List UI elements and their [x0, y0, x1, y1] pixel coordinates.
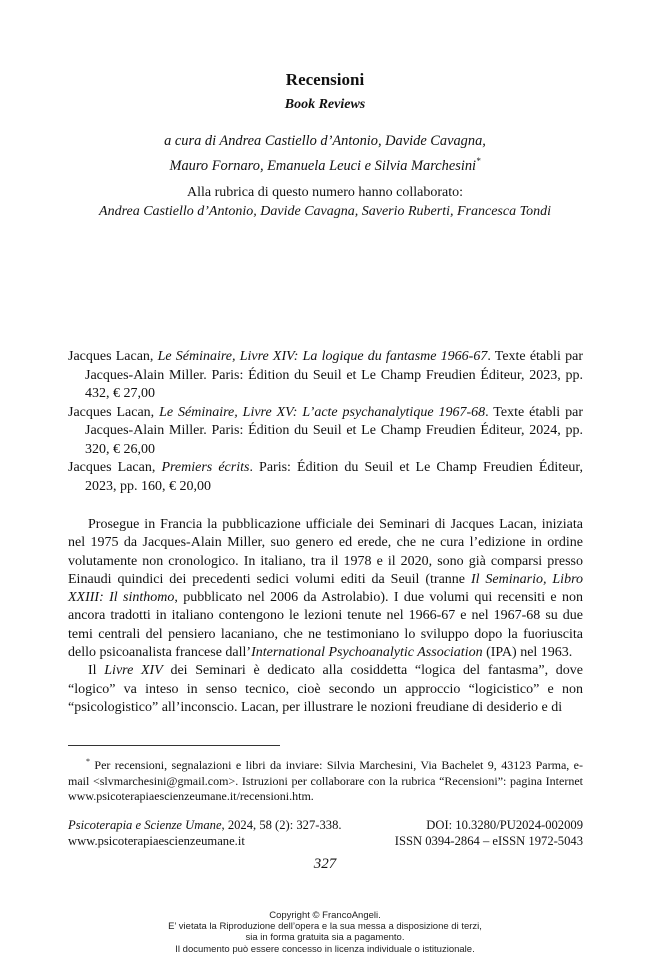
text-run: , pubblicato nel 2006 da Astrolabio). I due volumi qui recensiti e non ancora tradotti in italiano contengono le lezioni tenute nel 1966-67 e nel 1967-68 su due temi centrali del pensiero lacaniano, che ne testimoniano lo sviluppo dopo la fuoriuscita dello psicoanalista francese dall’ — [68, 590, 583, 661]
collaborators-intro: Alla rubrica di questo numero hanno collaborato: — [186, 185, 464, 200]
reference-title: Premiers écrits — [161, 460, 250, 475]
book-reference — [68, 404, 583, 460]
journal-doi: DOI: 10.3280/PU2024-002009 — [426, 818, 583, 832]
text-run: Il — [88, 663, 105, 679]
footnote — [68, 754, 583, 805]
journal-volume: , 2024, 58 (2): 327-338. — [221, 818, 342, 832]
page-number: 327 — [313, 856, 337, 872]
reference-author: Jacques Lacan, — [68, 404, 160, 420]
book-reference — [68, 348, 583, 404]
italic-run: Livre XIV — [104, 663, 163, 679]
editors-line-2-text: Mauro Fornaro, Emanuela Leuci e Silvia Marchesini — [169, 157, 477, 174]
text-run: dei Seminari è dedicato alla cosiddetta “logica del fantasma”, dove “logico” va inteso in senso tecnico, cioè secondo un approccio “logicistico” e non “psicologistico” all’inconscio. Lacan, per illustrare le nozioni freudiane di desiderio e di — [68, 663, 583, 715]
copyright-line-2: E’ vietata la Riproduzione dell’opera e la sua messa a disposizione di terzi, — [168, 921, 482, 933]
footnote-divider — [68, 745, 280, 746]
reference-author: Jacques Lacan, — [68, 349, 158, 364]
reference-details: . Paris: Édition du Seuil et Le Champ Freudien Éditeur, 2023, pp. 160, € 20,00 — [85, 460, 583, 494]
journal-row-1 — [68, 817, 583, 833]
review-body — [68, 516, 583, 717]
italic-run: Il Seminario, Libro XXIII: Il sinthomo — [68, 571, 583, 606]
journal-row-2 — [68, 833, 583, 849]
editors-block — [0, 131, 650, 176]
journal-website: www.psicoterapiaescienzeumane.it — [68, 834, 245, 848]
editors-line-1: a cura di Andrea Castiello d’Antonio, Davide Cavagna, — [164, 133, 486, 149]
section-title: Recensioni — [285, 70, 365, 89]
section-subtitle: Book Reviews — [284, 97, 366, 112]
book-reference — [68, 459, 583, 496]
body-paragraph-1 — [68, 516, 583, 662]
reference-title: Le Séminaire, Livre XIV: La logique du fantasme 1966-67 — [157, 349, 488, 364]
body-paragraph-2 — [68, 662, 583, 717]
journal-name: Psicoterapia e Scienze Umane — [68, 818, 222, 832]
collaborators-names: Andrea Castiello d’Antonio, Davide Cavagna, Saverio Ruberti, Francesca Tondi — [99, 204, 551, 219]
footnote-marker: * — [476, 156, 481, 166]
reference-title: Le Séminaire, Livre XV: L’acte psychanalytique 1967-68 — [159, 404, 486, 420]
reference-details: . Texte établi par Jacques-Alain Miller. Paris: Édition du Seuil et Le Champ Freudien Éditeur, 2024, pp. 320, € 26,00 — [85, 404, 583, 457]
text-run: Prosegue in Francia la pubblicazione ufficiale dei Seminari di Jacques Lacan, iniziata nel 1975 da Jacques-Alain Miller, suo genero ed erede, che ne cura l’edizione in ordine volutamente non cronologico. In italiano, tra il 1978 e il 2020, sono già comparsi presso Einaudi quindici dei precedenti sedici volumi editi da Seuil (tranne — [68, 517, 583, 587]
journal-info — [68, 817, 583, 849]
copyright-notice — [0, 910, 650, 955]
footnote-text: Per recensioni, segnalazioni e libri da inviare: Silvia Marchesini, Via Bachelet 9, 43123 Parma, e-mail <slvmarchesini@gmail.com>. Istruzioni per collaborare con la rubrica “Recensioni”: pagina Internet www.psicoterapiaescienzeumane.it/recensioni.htm. — [68, 758, 583, 803]
footnote-mark: * — [86, 757, 90, 766]
reviewed-books-list — [68, 348, 583, 496]
journal-citation — [68, 817, 342, 833]
editors-line-2 — [0, 151, 650, 176]
copyright-line-4: Il documento può essere concesso in licenza individuale o istituzionale. — [175, 943, 475, 955]
copyright-line-1: Copyright © FrancoAngeli. — [269, 910, 381, 921]
reference-author: Jacques Lacan, — [68, 460, 162, 475]
italic-run: International Psychoanalytic Association — [251, 645, 483, 661]
text-run: (IPA) nel 1963. — [482, 645, 573, 661]
copyright-line-3: sia in forma gratuita sia a pagamento. — [245, 932, 405, 944]
reference-details: . Texte établi par Jacques-Alain Miller. Paris: Édition du Seuil et Le Champ Freudien Éditeur, 2023, pp. 432, € 27,00 — [85, 349, 583, 401]
journal-issn: ISSN 0394-2864 – eISSN 1972-5043 — [394, 834, 583, 848]
